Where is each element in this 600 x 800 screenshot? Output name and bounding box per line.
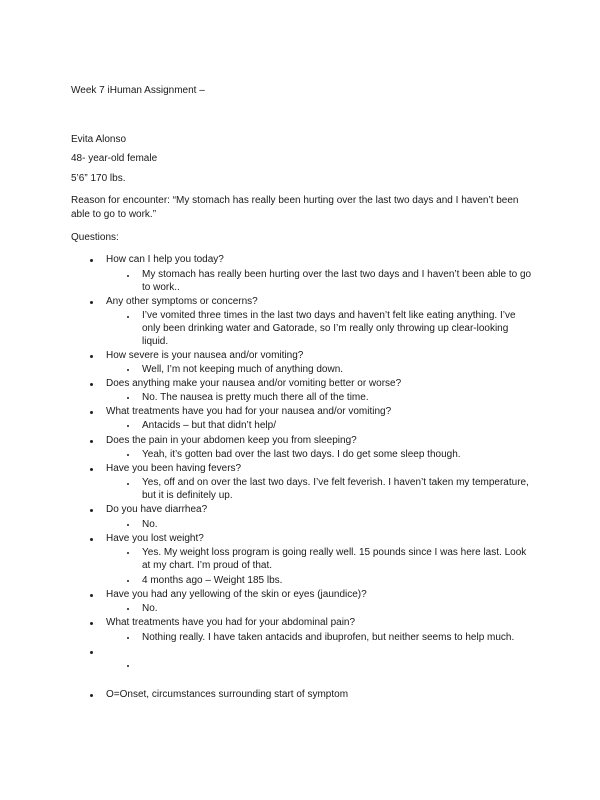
bullet-icon [127, 275, 129, 277]
question-onset: O=Onset, circumstances surrounding start of symptom [106, 689, 349, 700]
answer-9-line-1: Yes. My weight loss program is going really well. 15 pounds since I was here last. Look [142, 547, 527, 558]
answer-9-line-2: at my chart. I’m proud of that. [142, 560, 273, 571]
question-10: Have you had any yellowing of the skin or eyes (jaundice)? [106, 589, 367, 600]
patient-name: Evita Alonso [71, 134, 127, 145]
bullet-icon [127, 665, 129, 667]
bullet-icon [90, 411, 93, 414]
question-5: What treatments have you had for your nausea and/or vomiting? [106, 406, 392, 417]
bullet-icon [90, 355, 93, 358]
answer-10: No. [142, 603, 158, 614]
reason-line-2: able to go to work.” [71, 209, 157, 220]
bullet-icon [90, 538, 93, 541]
bullet-icon [127, 637, 129, 639]
answer-1-line-1: My stomach has really been hurting over the last two days and I haven’t been able to go [142, 269, 532, 280]
bullet-icon [127, 483, 129, 485]
answer-7-line-2: but it is definitely up. [142, 490, 233, 501]
answer-7-line-1: Yes, off and on over the last two days. I’ve felt feverish. I haven’t taken my temperature, [142, 477, 529, 488]
question-8: Do you have diarrhea? [106, 504, 208, 515]
bullet-icon [90, 259, 93, 262]
bullet-icon [90, 468, 93, 471]
bullet-icon [90, 694, 93, 697]
bullet-icon [127, 552, 129, 554]
answer-3: Well, I’m not keeping much of anything down. [142, 364, 344, 375]
question-4: Does anything make your nausea and/or vomiting better or worse? [106, 378, 402, 389]
bullet-icon [127, 454, 129, 456]
answer-8: No. [142, 519, 158, 530]
bullet-icon [127, 608, 129, 610]
patient-height-weight: 5’6” 170 lbs. [71, 173, 126, 184]
bullet-icon [127, 397, 129, 399]
answer-1-line-2: to work.. [142, 282, 180, 293]
question-9: Have you lost weight? [106, 533, 204, 544]
bullet-icon [90, 594, 93, 597]
answer-2-line-2: only been drinking water and Gatorade, so I’m really only throwing up clear-looking [142, 323, 509, 334]
bullet-icon [90, 383, 93, 386]
answer-9b: 4 months ago – Weight 185 lbs. [142, 575, 283, 586]
bullet-icon [127, 316, 129, 318]
patient-age-sex: 48- year-old female [71, 153, 158, 164]
bullet-icon [127, 369, 129, 371]
question-1: How can I help you today? [106, 254, 224, 265]
document-title: Week 7 iHuman Assignment – [71, 85, 205, 96]
bullet-icon [127, 425, 129, 427]
questions-label: Questions: [71, 232, 119, 243]
question-3: How severe is your nausea and/or vomiting? [106, 350, 304, 361]
answer-2-line-1: I’ve vomited three times in the last two days and haven’t felt like eating anything. I’ve [142, 310, 516, 321]
bullet-icon [127, 524, 129, 526]
reason-line-1: Reason for encounter: “My stomach has really been hurting over the last two days and I haven’t been [71, 195, 519, 206]
bullet-icon [127, 580, 129, 582]
bullet-icon [90, 622, 93, 625]
question-11: What treatments have you had for your abdominal pain? [106, 617, 356, 628]
answer-6: Yeah, it’s gotten bad over the last two days. I do get some sleep though. [142, 449, 461, 460]
bullet-icon [90, 509, 93, 512]
question-6: Does the pain in your abdomen keep you from sleeping? [106, 435, 357, 446]
answer-11: Nothing really. I have taken antacids and ibuprofen, but neither seems to help much. [142, 632, 515, 643]
bullet-icon [90, 651, 93, 654]
bullet-icon [90, 440, 93, 443]
answer-5: Antacids – but that didn’t help/ [142, 420, 276, 431]
question-7: Have you been having fevers? [106, 463, 242, 474]
answer-4: No. The nausea is pretty much there all of the time. [142, 392, 369, 403]
bullet-icon [90, 301, 93, 304]
question-2: Any other symptoms or concerns? [106, 296, 258, 307]
answer-2-line-3: liquid. [142, 336, 169, 347]
